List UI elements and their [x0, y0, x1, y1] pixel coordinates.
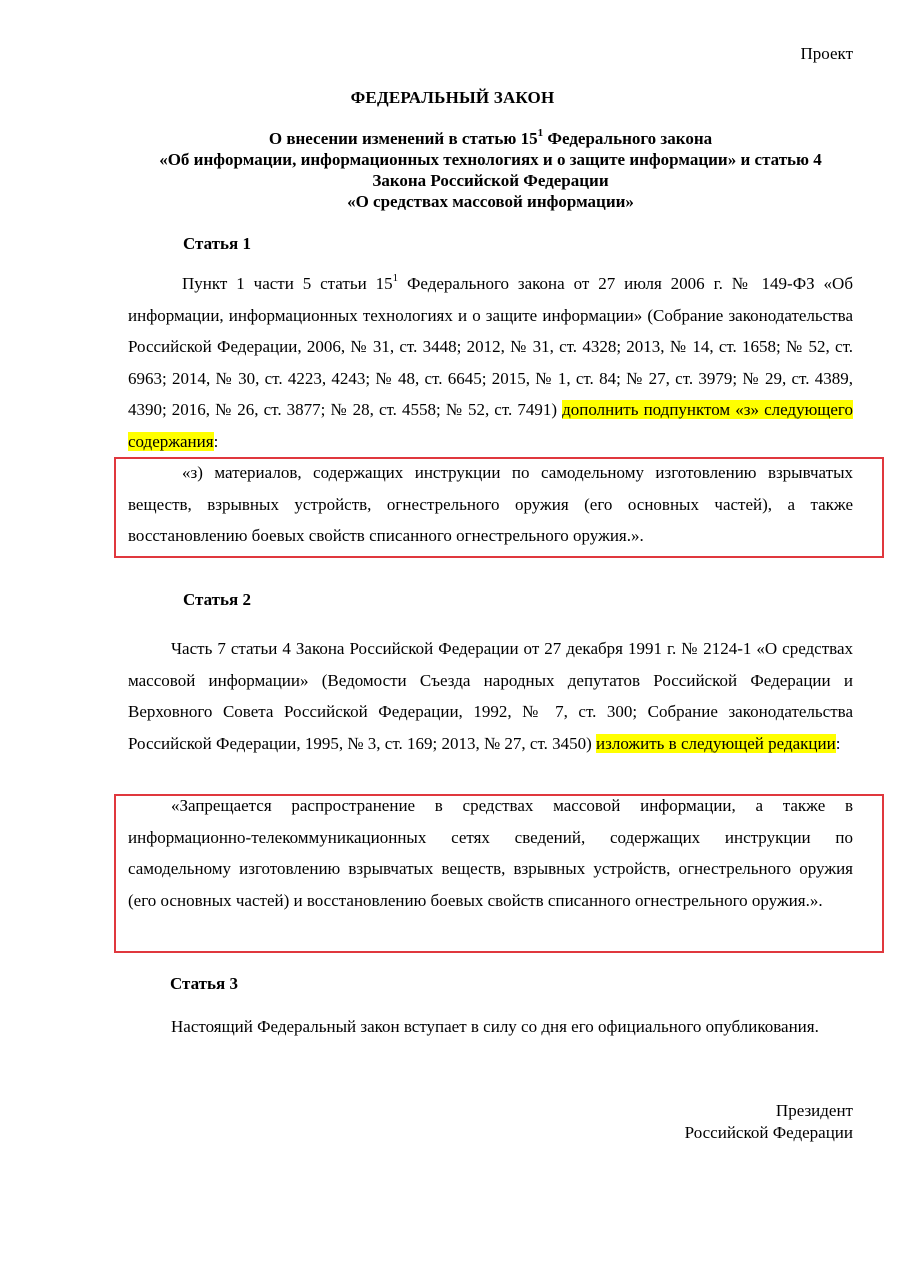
article-2-quote: «Запрещается распространение в средствах массовой информации, а также в информационно-телекоммуникационных сетях сведений, содержащих инструкции по самодельному изготовлению взрывчатых веществ, взрывных устройств, огнестрельного оружия (его основных частей) и восстановлению боевых свойств списанного огнестрельного оружия.».	[128, 796, 853, 910]
draft-stamp: Проект	[800, 44, 853, 63]
signature-block	[685, 1100, 853, 1144]
subtitle-line-3: Закона Российской Федерации	[372, 171, 609, 190]
subtitle-line-1: О внесении изменений в статью $15^1$ Федерального закона	[268, 127, 713, 148]
signature-title: Президент	[775, 1101, 853, 1120]
subtitle-line-2: «Об информации, информационных технологиях и о защите информации» и статью 4	[159, 150, 822, 169]
article-1-text: Пункт 1 части 5 статьи $15^1$ Федерального закона от 27 июля 2006 г. № 149-ФЗ «Об информации, информационных технологиях и о защите информации» (Собрание законодательства Российской Федерации, 2006, № 31, ст. 3448; 2012, № 31, ст. 4328; 2013, № 14, ст. 1658; № 52, ст. 6963; 2014, № 30, ст. 4223, 4243; № 48, ст. 6645; 2015, № 1, ст. 84; № 27, ст. 3979; № 29, ст. 4389, 4390; 2016, № 26, ст. 3877; № 28, ст. 4558; № 52, ст. 7491) дополнить подпунктом «з» следующего содержания:	[128, 272, 853, 451]
document-subtitle	[128, 128, 853, 212]
article-3-heading: Статья 3	[170, 974, 238, 993]
subtitle-line-4: «О средствах массовой информации»	[347, 192, 634, 211]
document-title: ФЕДЕРАЛЬНЫЙ ЗАКОН	[350, 88, 555, 107]
article-2-text: Часть 7 статьи 4 Закона Российской Федерации от 27 декабря 1991 г. № 2124-1 «О средствах массовой информации» (Ведомости Съезда народных депутатов Российской Федерации и Верховного Совета Российской Федерации, 1992, № 7, ст. 300; Собрание законодательства Российской Федерации, 1995, № 3, ст. 169; 2013, № 27, ст. 3450) изложить в следующей редакции:	[128, 639, 853, 753]
article-1-heading: Статья 1	[183, 234, 251, 253]
signature-subtitle: Российской Федерации	[684, 1123, 853, 1142]
superscript: 1	[537, 127, 544, 140]
article-3-text: Настоящий Федеральный закон вступает в силу со дня его официального опубликования.	[171, 1017, 819, 1036]
highlighted-text: изложить в следующей редакции	[596, 733, 836, 753]
superscript: 1	[392, 272, 399, 285]
article-1-quote: «з) материалов, содержащих инструкции по самодельному изготовлению взрывчатых веществ, взрывных устройств, огнестрельного оружия (его основных частей), а также восстановлению боевых свойств списанного огнестрельного оружия.».	[128, 463, 853, 545]
article-2-heading: Статья 2	[183, 590, 251, 609]
highlighted-text: дополнить подпунктом «з» следующего содержания	[128, 400, 853, 451]
